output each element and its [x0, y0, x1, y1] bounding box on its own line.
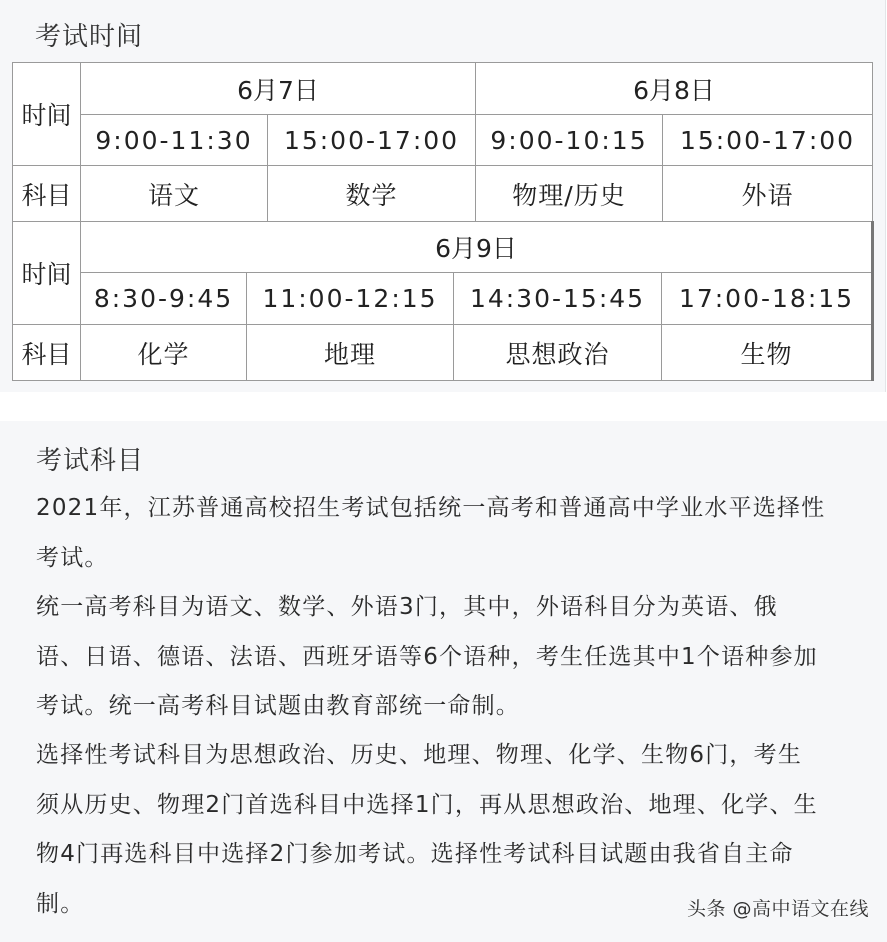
subject-row — [13, 325, 873, 381]
subject-row — [13, 166, 873, 222]
time-cell: 15:00-17:00 — [663, 115, 873, 166]
date-cell: 6月7日 — [81, 63, 476, 115]
exam-subjects-title: 考试科目 — [36, 446, 145, 476]
time-cell: 9:00-10:15 — [476, 115, 663, 166]
time-cell: 17:00-18:15 — [662, 273, 873, 325]
time-row-label: 时间 — [13, 63, 81, 166]
time-row — [13, 115, 873, 166]
schedule-table-june-7-8 — [12, 62, 873, 222]
subject-cell: 思想政治 — [454, 325, 662, 381]
date-cell: 6月9日 — [81, 222, 873, 273]
subject-row-label: 科目 — [13, 325, 81, 381]
time-cell: 9:00-11:30 — [81, 115, 268, 166]
subject-cell: 数学 — [268, 166, 476, 222]
subject-cell: 生物 — [662, 325, 873, 381]
subjects-paragraph: 2021年，江苏普通高校招生考试包括统一高考和普通高中学业水平选择性考试。 — [36, 495, 826, 571]
time-cell: 8:30-9:45 — [81, 273, 247, 325]
time-row-label: 时间 — [13, 222, 81, 325]
subject-cell: 地理 — [247, 325, 454, 381]
time-cell: 11:00-12:15 — [247, 273, 454, 325]
subjects-paragraph: 选择性考试科目为思想政治、历史、地理、物理、化学、生物6门，考生须从历史、物理2门首选科目中选择1门，再从思想政治、地理、化学、生物4门再选科目中选择2门参加考试。选择性考试科目试题由我省自主命制。 — [36, 742, 818, 917]
date-cell: 6月8日 — [476, 63, 873, 115]
date-row — [13, 63, 873, 115]
schedule-table-june-9 — [12, 221, 874, 381]
time-cell: 15:00-17:00 — [268, 115, 476, 166]
subject-cell: 语文 — [81, 166, 268, 222]
subjects-paragraph: 统一高考科目为语文、数学、外语3门，其中，外语科目分为英语、俄语、日语、德语、法语、西班牙语等6个语种，考生任选其中1个语种参加考试。统一高考科目试题由教育部统一命制。 — [36, 594, 818, 719]
date-row — [13, 222, 873, 273]
source-watermark: 头条 @高中语文在线 — [686, 898, 869, 920]
subject-cell: 外语 — [663, 166, 873, 222]
time-cell: 14:30-15:45 — [454, 273, 662, 325]
subject-row-label: 科目 — [13, 166, 81, 222]
time-row — [13, 273, 873, 325]
exam-time-title: 考试时间 — [35, 22, 144, 52]
subject-cell: 化学 — [81, 325, 247, 381]
subject-cell: 物理/历史 — [476, 166, 663, 222]
